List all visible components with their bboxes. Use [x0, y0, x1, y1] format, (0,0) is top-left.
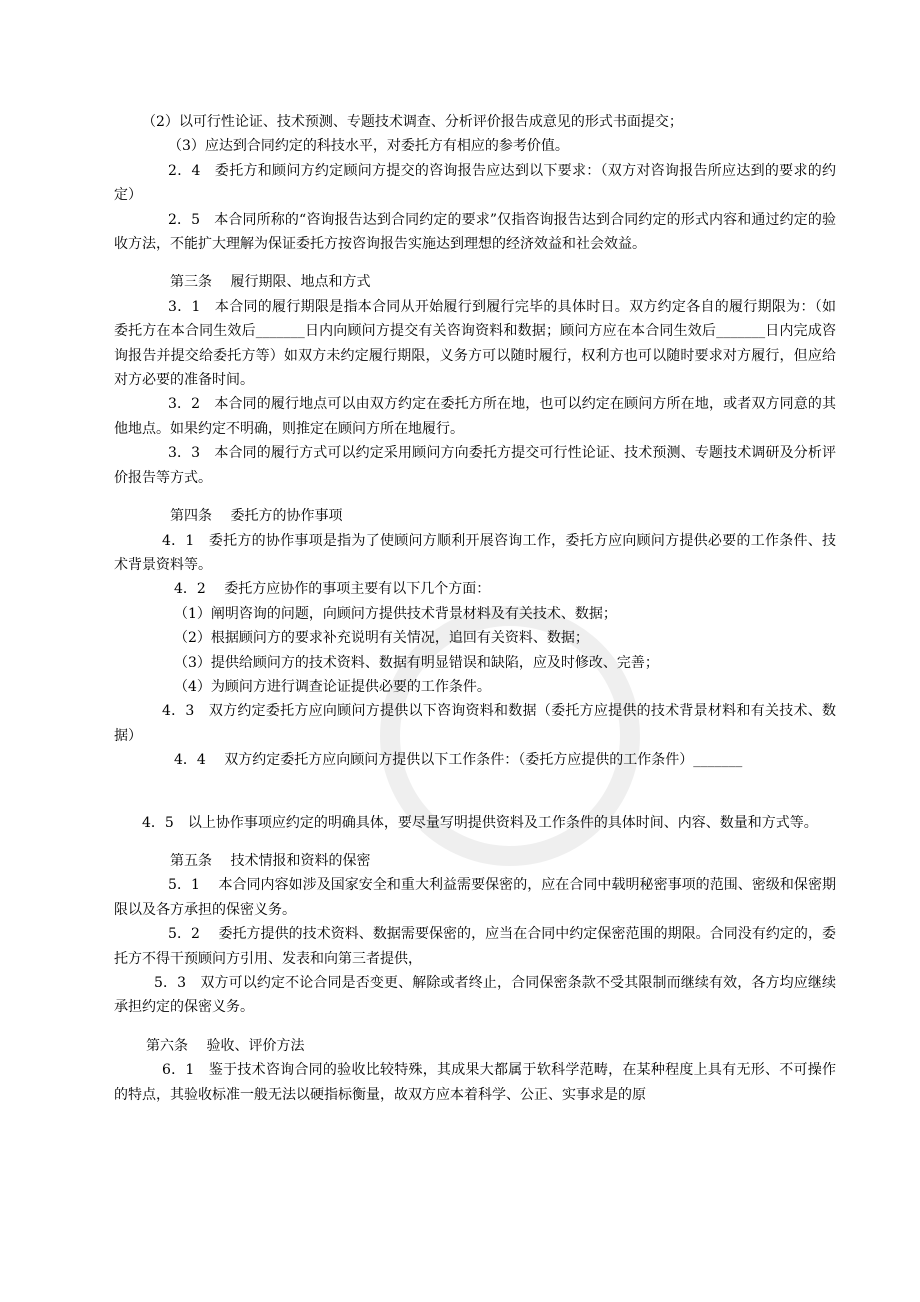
clause-2-4: 2．4 委托方和顾问方约定顾问方提交的咨询报告应达到以下要求：（双方对咨询报告所应达到的要求的约定）	[114, 162, 836, 204]
paragraph-2-3-item-3: （3）应达到合同约定的科技水平，对委托方有相应的参考价值。	[168, 138, 569, 155]
clause-5-1: 5．1 本合同内容如涉及国家安全和重大利益需要保密的，应在合同中载明秘密事项的范围、密级和保密期限以及各方承担的保密义务。	[114, 877, 836, 918]
clause-4-2-item-4: （4）为顾问方进行调查论证提供必要的工作条件。	[174, 678, 491, 695]
clause-4-5: 4．5 以上协作事项应约定的明确具体，要尽量写明提供资料及工作条件的具体时间、内容、数量和方式等。	[142, 814, 818, 831]
clause-4-3: 4．3 双方约定委托方应向顾问方提供以下咨询资料和数据（委托方应提供的技术背景材料和有关技术、数据）	[114, 703, 836, 744]
clause-4-1: 4．1 委托方的协作事项是指为了使顾问方顺利开展咨询工作，委托方应向顾问方提供必要的工作条件、技术背景资料等。	[114, 532, 836, 573]
clause-2-5: 2．5 本合同所称的“咨询报告达到合同约定的要求”仅指咨询报告达到合同约定的形式内容和通过约定的验收方法，不能扩大理解为保证委托方按咨询报告实施达到理想的经济效益和社会效益。	[114, 211, 836, 253]
clause-6-1: 6．1 鉴于技术咨询合同的验收比较特殊，其成果大都属于软科学范畴，在某种程度上具有无形、不可操作的特点，其验收标准一般无法以硬指标衡量，故双方应本着科学、公正、实事求是的原	[114, 1062, 836, 1103]
clause-3-3: 3．3 本合同的履行方式可以约定采用顾问方向委托方提交可行性论证、技术预测、专题技术调研及分析评价报告等方式。	[114, 445, 836, 486]
clause-4-4: 4．4 双方约定委托方应向顾问方提供以下工作条件：（委托方应提供的工作条件）_______	[174, 752, 743, 769]
clause-4-2-item-1: （1）阐明咨询的问题，向顾问方提供技术背景材料及有关技术、数据；	[174, 605, 617, 622]
clause-3-1: 3．1 本合同的履行期限是指本合同从开始履行到履行完毕的具体时日。双方约定各自的履行期限为：（如委托方在本合同生效后_______日内向顾问方提交有关咨询资料和数据；顾问方应在本合同生效后_______日内完成咨询报告并提交给委托方等）如双方未约定履行期限，义务方可以随时履行，权利方也可以随时要求对方履行，但应给对方必要的准备时间。	[114, 298, 836, 389]
paragraph-2-3-item-2: （2）以可行性论证、技术预测、专题技术调查、分析评价报告成意见的形式书面提交；	[142, 114, 683, 130]
clause-4-2-item-3: （3）提供给顾问方的技术资料、数据有明显错误和缺陷，应及时修改、完善；	[174, 654, 659, 671]
clause-4-2: 4．2 委托方应协作的事项主要有以下几个方面：	[174, 581, 491, 598]
clause-5-3: 5．3 双方可以约定不论合同是否变更、解除或者终止，合同保密条款不受其限制而继续有效，各方均应继续承担约定的保密义务。	[114, 975, 836, 1016]
clause-4-2-item-2: （2）根据顾问方的要求补充说明有关情况，追回有关资料、数据；	[174, 630, 589, 647]
document-page	[114, 110, 836, 1107]
article-4-heading: 第四条 委托方的协作事项	[170, 508, 343, 525]
article-3-heading: 第三条 履行期限、地点和方式	[170, 274, 371, 291]
clause-3-2: 3．2 本合同的履行地点可以由双方约定在委托方所在地，也可以约定在顾问方所在地，或者双方同意的其他地点。如果约定不明确，则推定在顾问方所在地履行。	[114, 396, 836, 437]
clause-5-2: 5．2 委托方提供的技术资料、数据需要保密的，应当在合同中约定保密范围的期限。合同没有约定的，委托方不得干预顾问方引用、发表和向第三者提供，	[114, 926, 836, 967]
article-6-heading: 第六条 验收、评价方法	[146, 1037, 305, 1054]
article-5-heading: 第五条 技术情报和资料的保密	[170, 852, 371, 869]
